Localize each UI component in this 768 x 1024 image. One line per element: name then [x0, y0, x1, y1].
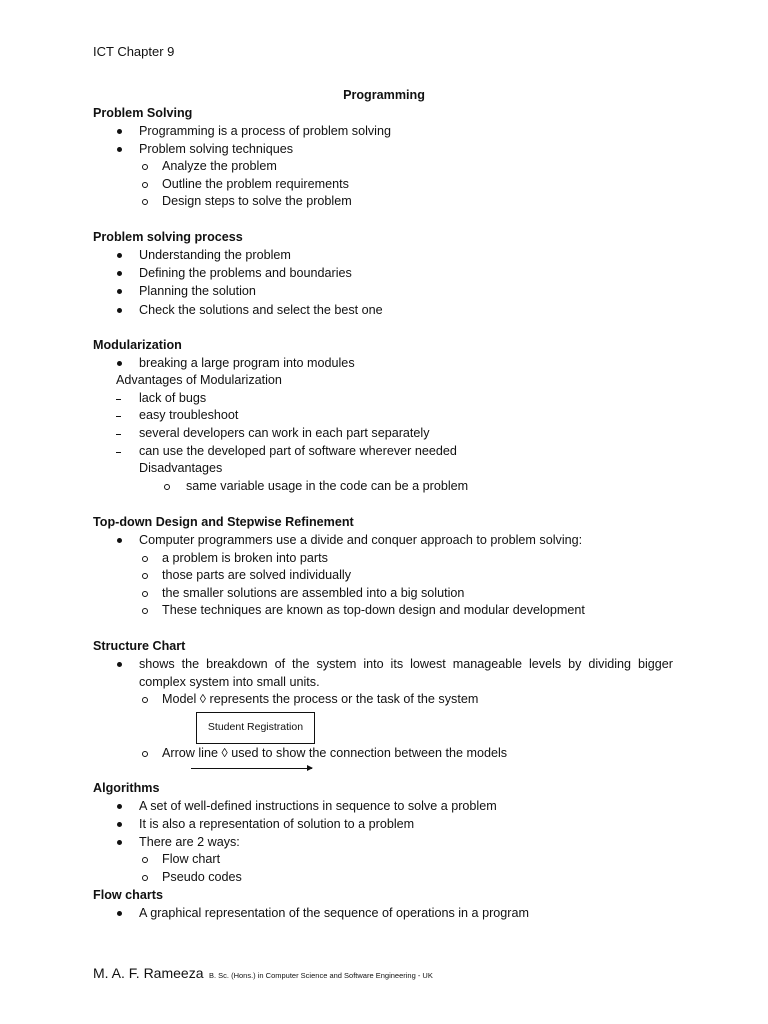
list-item: Computer programmers use a divide and conquer approach to problem solving: — [139, 533, 583, 547]
bullet-icon — [117, 361, 122, 366]
list-item: Defining the problems and boundaries — [139, 266, 352, 280]
section-heading-process: Problem solving process — [93, 230, 243, 244]
dash-icon — [116, 399, 121, 400]
advantages-label: Advantages of Modularization — [116, 373, 282, 387]
circle-bullet-icon — [142, 697, 148, 703]
list-item: Understanding the problem — [139, 248, 291, 262]
arrow-right-icon — [191, 768, 312, 769]
sub-list-item: a problem is broken into parts — [162, 551, 328, 565]
disadvantages-label: Disadvantages — [139, 461, 223, 475]
circle-bullet-icon — [142, 857, 148, 863]
footer-credentials: B. Sc. (Hons.) in Computer Science and Software Engineering - UK — [208, 971, 433, 980]
model-box-label: Student Registration — [207, 721, 304, 733]
sub-list-item: those parts are solved individually — [162, 568, 352, 582]
bullet-icon — [117, 147, 122, 152]
advantage-item: can use the developed part of software wherever needed — [139, 444, 457, 458]
sub-list-item: Design steps to solve the problem — [162, 194, 352, 208]
list-item: There are 2 ways: — [139, 835, 240, 849]
section-heading-modularization: Modularization — [93, 338, 182, 352]
sub-list-item: Model ◊ represents the process or the task of the system — [162, 692, 479, 706]
list-item: Problem solving techniques — [139, 142, 294, 156]
list-item-line1: shows the breakdown of the system into its lowest manageable levels by dividing bigger — [139, 657, 673, 671]
bullet-icon — [117, 911, 122, 916]
sub-list-item: These techniques are known as top-down design and modular development — [162, 603, 585, 617]
list-item: It is also a representation of solution to a problem — [139, 817, 415, 831]
model-box — [196, 712, 315, 744]
footer — [93, 963, 433, 986]
circle-bullet-icon — [142, 164, 148, 170]
circle-bullet-icon — [142, 573, 148, 579]
bullet-icon — [117, 253, 122, 258]
section-heading-problem-solving: Problem Solving — [93, 106, 193, 120]
circle-bullet-icon — [142, 751, 148, 757]
list-item: Programming is a process of problem solving — [139, 124, 391, 138]
circle-bullet-icon — [142, 591, 148, 597]
bullet-icon — [117, 538, 122, 543]
section-heading-algorithms: Algorithms — [93, 781, 160, 795]
sub-list-item: Pseudo codes — [162, 870, 242, 884]
bullet-icon — [117, 271, 122, 276]
sub-list-item: Flow chart — [162, 852, 221, 866]
sub-list-item: Analyze the problem — [162, 159, 277, 173]
circle-bullet-icon — [142, 608, 148, 614]
circle-bullet-icon — [164, 484, 170, 490]
list-item-line2: complex system into small units. — [139, 675, 320, 689]
dash-icon — [116, 452, 121, 453]
advantage-item: lack of bugs — [139, 391, 207, 405]
bullet-icon — [117, 840, 122, 845]
advantage-item: several developers can work in each part separately — [139, 426, 430, 440]
list-item: A set of well-defined instructions in sequence to solve a problem — [139, 799, 497, 813]
list-item: A graphical representation of the sequence of operations in a program — [139, 906, 529, 920]
list-item: breaking a large program into modules — [139, 356, 355, 370]
page-title: Programming — [343, 88, 425, 102]
list-item: Check the solutions and select the best one — [139, 303, 383, 317]
list-item: Planning the solution — [139, 284, 256, 298]
bullet-icon — [117, 289, 122, 294]
footer-author: M. A. F. Rameeza — [93, 965, 204, 981]
bullet-icon — [117, 822, 122, 827]
circle-bullet-icon — [142, 182, 148, 188]
circle-bullet-icon — [142, 875, 148, 881]
advantage-item: easy troubleshoot — [139, 408, 239, 422]
bullet-icon — [117, 129, 122, 134]
section-heading-topdown: Top-down Design and Stepwise Refinement — [93, 515, 354, 529]
sub-list-item: the smaller solutions are assembled into a big solution — [162, 586, 465, 600]
bullet-icon — [117, 662, 122, 667]
bullet-icon — [117, 308, 122, 313]
sub-list-item: Arrow line ◊ used to show the connection between the models — [162, 746, 508, 760]
sub-list-item: Outline the problem requirements — [162, 177, 349, 191]
circle-bullet-icon — [142, 199, 148, 205]
circle-bullet-icon — [142, 556, 148, 562]
dash-icon — [116, 416, 121, 417]
bullet-icon — [117, 804, 122, 809]
section-heading-structure-chart: Structure Chart — [93, 639, 186, 653]
section-heading-flowcharts: Flow charts — [93, 888, 163, 902]
chapter-header: ICT Chapter 9 — [93, 44, 175, 59]
dash-icon — [116, 434, 121, 435]
disadvantage-item: same variable usage in the code can be a problem — [186, 479, 469, 493]
